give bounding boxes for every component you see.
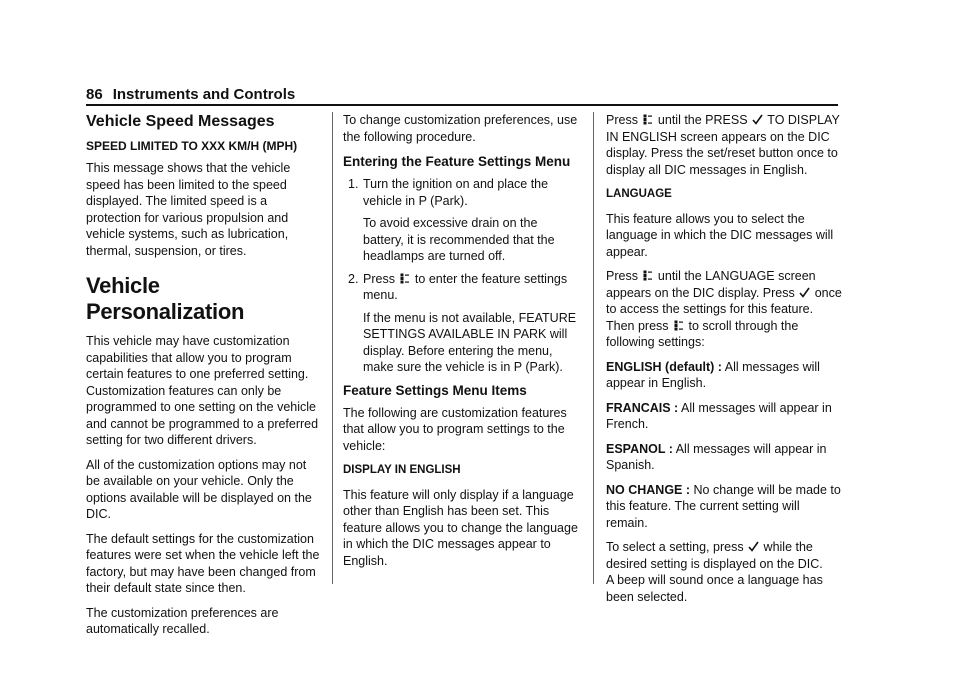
text-fragment: to scroll through the following settings: — [606, 318, 799, 349]
setting-term: NO CHANGE : — [606, 482, 691, 497]
section-title: Instruments and Controls — [112, 85, 296, 103]
procedure-intro: To change customization preferences, use the following procedure. — [343, 113, 578, 144]
text-fragment: Press — [606, 113, 638, 127]
step-text: Turn the ignition on and place the vehicle in P (Park). — [363, 177, 549, 208]
text-fragment: TO DISPLAY IN ENGLISH screen appears on the DIC display. Press the set/reset button once to display all DIC messages in English. — [606, 113, 840, 177]
display-in-english-label: DISPLAY IN ENGLISH — [343, 464, 461, 476]
speed-limited-paragraph: This message shows that the vehicle speed has been limited to the speed displayed. The limited speed is a protection for various propulsion and vehicle systems, such as lubrication, thermal, suspension, or tires. — [86, 161, 291, 258]
setting-no-change — [606, 482, 842, 532]
text-fragment: To select a setting, press — [606, 540, 744, 554]
header-rule — [86, 104, 838, 106]
column-1 — [86, 112, 322, 646]
press-language-paragraph — [606, 268, 842, 351]
press-english-paragraph — [606, 112, 842, 178]
step-number: 2. — [348, 271, 359, 286]
personalization-heading: Vehicle Personalization — [86, 273, 245, 324]
language-paragraph: This feature allows you to select the language in which the DIC messages will appear. — [606, 211, 834, 259]
personalization-paragraph-3: The default settings for the customization features were set when the vehicle left the factory, but may have been changed from their default state since then. — [86, 531, 320, 595]
setting-espanol — [606, 441, 842, 474]
setting-description: No change will be made to this feature. The current setting will remain. — [606, 482, 841, 530]
checkmark-icon — [752, 114, 763, 125]
checkmark-icon — [799, 287, 810, 298]
setting-description: All messages will appear in English. — [606, 359, 820, 390]
step-text-end: to enter the feature settings menu. — [363, 271, 568, 302]
personalization-paragraph-2: All of the customization options may not be available on your vehicle. Only the options available will be displayed on the DIC. — [86, 457, 312, 521]
menu-button-icon — [643, 114, 652, 125]
text-fragment: Press — [606, 269, 638, 283]
page-number: 86 — [86, 85, 103, 103]
step-number: 1. — [348, 177, 359, 191]
menu-items-intro: The following are customization features that allow you to program settings to the vehicle: — [343, 405, 567, 453]
step-2-note: If the menu is not available, FEATURE SETTINGS AVAILABLE IN PARK will display. Before entering the menu, make sure the vehicle is in P (Park). — [363, 310, 577, 374]
personalization-paragraph-4: The customization preferences are automatically recalled. — [86, 605, 279, 636]
beep-paragraph: A beep will sound once a language has been selected. — [606, 573, 823, 604]
menu-button-icon — [400, 273, 409, 284]
column-3 — [606, 112, 842, 613]
setting-term: ENGLISH (default) : — [606, 359, 722, 374]
display-in-english-paragraph: This feature will only display if a language other than English has been set. This feature allows you to change the language in which the DIC messages appear to English. — [343, 487, 578, 568]
page-header — [86, 84, 838, 104]
setting-term: FRANCAIS : — [606, 400, 679, 415]
column-divider — [593, 112, 594, 584]
text-fragment: once to access the settings for this feature. Then press — [606, 285, 842, 333]
step-1 — [343, 176, 581, 209]
personalization-paragraph-1: This vehicle may have customization capabilities that allow you to program certain features to one preferred setting. Customization features can only be programmed to one setting on the vehicle and cannot be programmed to a preferred setting for two different drivers. — [86, 334, 319, 447]
language-label: LANGUAGE — [606, 188, 672, 200]
speed-limited-subheading: SPEED LIMITED TO XXX KM/H (MPH) — [86, 139, 298, 153]
text-fragment: while the desired setting is displayed on the DIC. — [606, 540, 823, 571]
speed-messages-heading: Vehicle Speed Messages — [86, 113, 275, 130]
text-fragment: until the PRESS — [657, 113, 748, 127]
menu-button-icon — [643, 270, 652, 281]
select-setting-paragraph — [606, 539, 842, 572]
setting-description: All messages will appear in Spanish. — [606, 441, 827, 472]
entering-menu-heading: Entering the Feature Settings Menu — [343, 154, 571, 169]
menu-items-heading: Feature Settings Menu Items — [343, 382, 527, 398]
checkmark-icon — [748, 541, 759, 552]
column-2 — [343, 112, 581, 577]
menu-button-icon — [674, 320, 683, 331]
setting-description: All messages will appear in French. — [606, 400, 832, 431]
setting-francais — [606, 400, 842, 433]
setting-term: ESPANOL : — [606, 441, 673, 456]
column-divider — [332, 112, 333, 584]
text-fragment: until the LANGUAGE screen appears on the DIC display. Press — [606, 269, 816, 300]
step-2 — [343, 271, 581, 304]
setting-english — [606, 359, 842, 392]
step-1-note: To avoid excessive drain on the battery, it is recommended that the headlamps are turned off. — [363, 216, 555, 263]
step-text-start: Press — [363, 271, 395, 286]
